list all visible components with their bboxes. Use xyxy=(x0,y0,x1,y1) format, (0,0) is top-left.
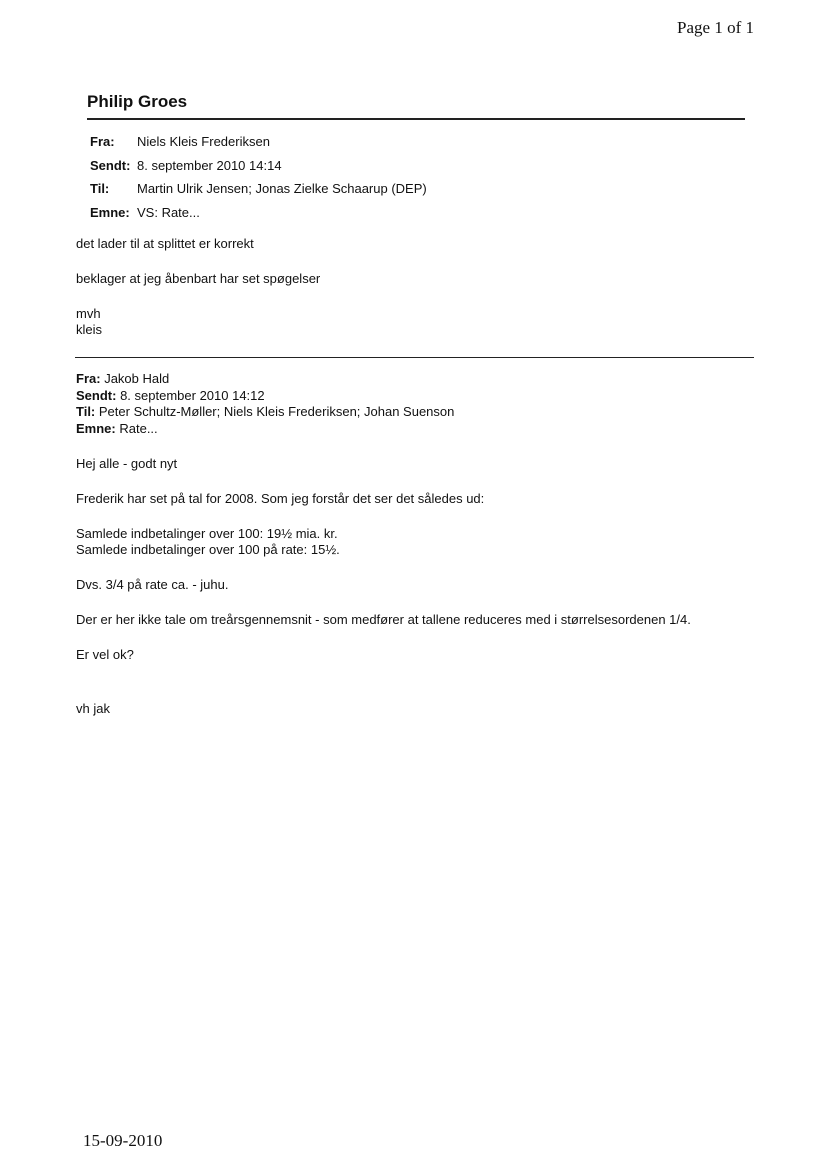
body-paragraph: Dvs. 3/4 på rate ca. - juhu. xyxy=(76,577,229,592)
from-label: Fra: xyxy=(90,134,115,150)
body-paragraph: det lader til at splittet er korrekt xyxy=(76,236,254,251)
from-value: Niels Kleis Frederiksen xyxy=(137,134,270,150)
mailbox-owner-name: Philip Groes xyxy=(87,92,188,111)
to-value: Peter Schultz-Møller; Niels Kleis Frederiksen; Johan Suenson xyxy=(98,404,455,419)
body-paragraph: Er vel ok? xyxy=(76,647,134,662)
body-paragraph: Hej alle - godt nyt xyxy=(76,456,178,471)
forwarded-email-body xyxy=(76,236,320,357)
forwarded-email-header xyxy=(90,130,427,224)
sent-row xyxy=(76,388,454,405)
body-paragraph: Frederik har set på tal for 2008. Som jeg forstår det ser det således ud: xyxy=(76,491,485,506)
to-label: Til: xyxy=(90,181,110,197)
original-email-header xyxy=(76,371,454,437)
signature xyxy=(76,306,320,338)
from-row xyxy=(76,371,454,388)
page-number: Page 1 of 1 xyxy=(677,18,754,37)
from-label: Fra: xyxy=(76,371,101,386)
signature-name: kleis xyxy=(76,322,103,337)
sent-label: Sendt: xyxy=(90,157,131,173)
quoted-message-divider xyxy=(75,357,754,358)
to-value: Martin Ulrik Jensen; Jonas Zielke Schaarup (DEP) xyxy=(137,181,427,197)
figures-paragraph xyxy=(76,526,691,558)
body-paragraph: Der er her ikke tale om treårsgennemsnit - som medfører at tallene reduceres med i størrelsesordenen 1/4. xyxy=(76,612,691,627)
sent-label: Sendt: xyxy=(76,387,117,403)
body-paragraph: beklager at jeg åbenbart har set spøgelser xyxy=(76,271,321,286)
sent-value: 8. september 2010 14:14 xyxy=(137,157,282,173)
from-row xyxy=(90,130,427,154)
subject-row xyxy=(76,421,454,438)
sent-value: 8. september 2010 14:12 xyxy=(120,387,265,403)
subject-row xyxy=(90,201,427,225)
subject-value: VS: Rate... xyxy=(137,204,200,220)
signature: vh jak xyxy=(76,701,110,716)
subject-value: Rate... xyxy=(119,420,158,436)
from-value: Jakob Hald xyxy=(104,371,170,386)
signature-greeting: mvh xyxy=(76,306,101,321)
to-label: Til: xyxy=(76,404,96,419)
to-row xyxy=(90,177,427,201)
subject-label: Emne: xyxy=(90,204,130,220)
original-email-body xyxy=(76,456,691,736)
sent-row xyxy=(90,154,427,178)
figure-line: Samlede indbetalinger over 100 på rate: 15½. xyxy=(76,542,340,557)
print-date: 15-09-2010 xyxy=(83,1131,163,1150)
to-row xyxy=(76,404,454,421)
header-divider xyxy=(87,118,745,120)
subject-label: Emne: xyxy=(76,420,116,436)
figure-line: Samlede indbetalinger over 100: 19½ mia. kr. xyxy=(76,526,338,541)
